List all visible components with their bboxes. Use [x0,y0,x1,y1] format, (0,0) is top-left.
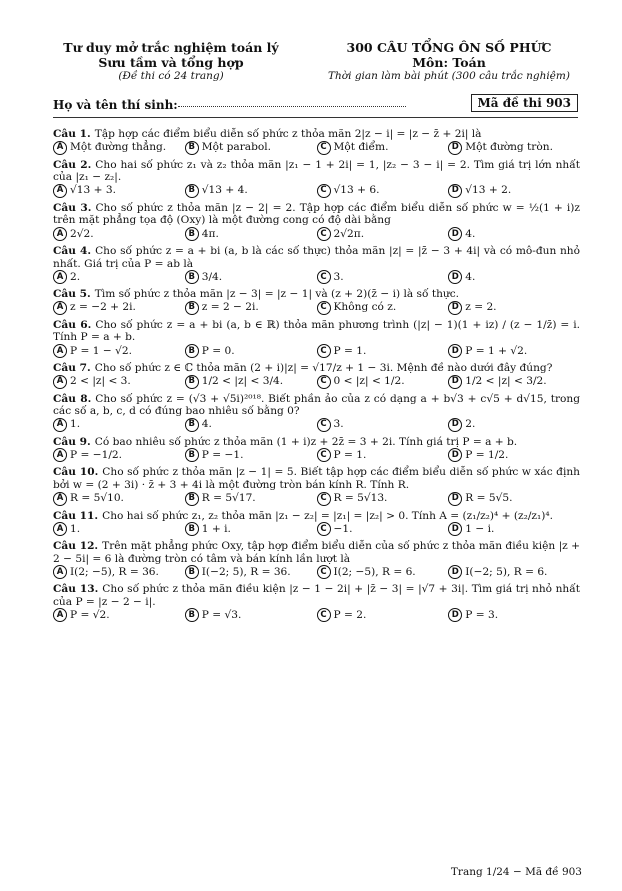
option-text: 1 − i. [465,522,495,535]
question-stem [53,540,580,565]
question-6 [53,319,580,358]
question-text: Cho số phức z thỏa mãn |z − 1| = 5. Biết tập hợp các điểm biểu diễn số phức w xác định bởi w = (2 + 3i) · z̄ + 3 + 4i là một đường tròn bán kính R. Tính R. [53,466,580,491]
answer-option-a[interactable] [53,344,185,358]
header-left [48,40,294,83]
question-number: Câu 11. [53,509,99,522]
header-time: Thời gian làm bài phút (300 câu trắc nghiệm) [328,70,570,82]
answer-option-d[interactable] [448,418,580,432]
option-text: z = −2 + 2i. [70,301,136,314]
option-text: R = 5√17. [201,492,256,505]
option-text: I(−2; 5), R = 6. [465,565,548,578]
answer-option-b[interactable] [185,418,317,432]
answer-option-d[interactable] [448,270,580,284]
answer-option-d[interactable] [448,344,580,358]
option-letter-circle[interactable]: C [317,375,331,389]
candidate-name-row [53,94,578,112]
option-text: Một đường thẳng. [70,141,167,154]
option-text: R = 5√10. [70,492,124,505]
question-stem [53,202,580,227]
option-letter-circle[interactable]: A [53,448,67,462]
question-10 [53,466,580,505]
option-letter-circle[interactable]: A [53,522,67,536]
option-letter-circle[interactable]: C [317,448,331,462]
option-text: 1. [70,522,81,535]
option-letter-circle[interactable]: C [317,141,331,155]
option-letter-circle[interactable]: C [317,184,331,198]
header-title-right: 300 CÂU TỔNG ÔN SỐ PHỨC [346,40,552,55]
option-text: z = 2 − 2i. [201,301,259,314]
question-11 [53,510,580,537]
header-subject: Môn: Toán [412,55,486,70]
answer-option-b[interactable] [185,448,317,462]
option-text: P = −1. [201,449,244,462]
option-letter-circle[interactable]: B [185,301,199,315]
option-letter-circle[interactable]: D [448,418,462,432]
answer-option-d[interactable] [448,301,580,315]
option-letter-circle[interactable]: A [53,565,67,579]
option-letter-circle[interactable]: C [317,565,331,579]
exam-code-box: Mã đề thi 903 [471,94,579,112]
option-text: 4. [465,227,476,240]
question-stem [53,393,580,418]
option-letter-circle[interactable]: B [185,270,199,284]
option-letter-circle[interactable]: C [317,344,331,358]
option-letter-circle[interactable]: B [185,227,199,241]
option-text: Không có z. [333,301,397,314]
option-letter-circle[interactable]: A [53,184,67,198]
question-text: Cho số phức z thỏa mãn điều kiện |z − 1 − 2i| + |z̄ − 3| = |√7 + 3i|. Tìm giá trị nhỏ nhất của P = |z − 2 − i|. [53,583,580,608]
option-letter-circle[interactable]: A [53,608,67,622]
answer-option-a[interactable] [53,301,185,315]
answer-option-a[interactable] [53,522,185,536]
answer-option-b[interactable] [185,270,317,284]
answer-option-c[interactable] [317,301,449,315]
option-text: √13 + 3. [70,184,116,197]
option-text: P = 3. [465,609,499,622]
option-letter-circle[interactable]: D [448,522,462,536]
option-text: P = √3. [201,609,242,622]
answer-options [53,184,580,198]
question-stem [53,510,580,523]
question-number: Câu 1. [53,128,91,140]
answer-option-d[interactable] [448,492,580,506]
option-text: 1 + i. [201,522,231,535]
answer-options [53,565,580,579]
option-letter-circle[interactable]: C [317,227,331,241]
option-text: 2√2. [70,227,94,240]
answer-option-d[interactable] [448,522,580,536]
question-number: Câu 8. [53,392,92,405]
option-text: −1. [333,522,353,535]
question-1 [53,128,580,155]
answer-options [53,141,580,155]
option-text: 1/2 < |z| < 3/4. [201,375,284,388]
question-stem [53,362,580,375]
question-text: Cho số phức z thỏa mãn |z − 2| = 2. Tập hợp các điểm biểu diễn số phức w = ½(1 + i)z trên mặt phẳng tọa độ (Oxy) là một đường cong có độ dài bằng [53,201,580,227]
option-text: 4. [465,270,476,283]
option-letter-circle[interactable]: A [53,418,67,432]
option-letter-circle[interactable]: A [53,344,67,358]
question-number: Câu 5. [53,288,91,301]
question-stem [53,245,580,270]
option-text: 2. [465,418,476,431]
answer-option-a[interactable] [53,141,185,155]
answer-option-c[interactable] [317,184,449,198]
question-stem [53,319,580,344]
answer-option-b[interactable] [185,608,317,622]
header-subtitle-left: Sưu tầm và tổng hợp [98,55,244,70]
question-text: Tìm số phức z thỏa mãn |z − 3| = |z − 1| và (z + 2)(z̄ − i) là số thực. [94,288,460,301]
question-number: Câu 4. [53,244,92,257]
option-letter-circle[interactable]: A [53,141,67,155]
option-letter-circle[interactable]: C [317,522,331,536]
answer-option-c[interactable] [317,227,449,241]
option-text: P = 1 + √2. [465,344,528,357]
option-letter-circle[interactable]: B [185,448,199,462]
answer-option-d[interactable] [448,227,580,241]
answer-option-c[interactable] [317,492,449,506]
option-letter-circle[interactable]: D [448,184,462,198]
option-letter-circle[interactable]: D [448,141,462,155]
option-text: 1. [70,418,81,431]
header-right [320,40,578,83]
answer-option-d[interactable] [448,141,580,155]
answer-option-c[interactable] [317,608,449,622]
option-text: P = 0. [201,344,235,357]
answer-options [53,418,580,432]
option-text: R = 5√5. [465,492,513,505]
option-text: I(−2; 5), R = 36. [201,565,291,578]
answer-option-c[interactable] [317,522,449,536]
option-letter-circle[interactable]: A [53,375,67,389]
option-text: Một parabol. [201,141,271,154]
answer-option-a[interactable] [53,492,185,506]
option-text: I(2; −5), R = 36. [70,565,159,578]
option-text: 0 < |z| < 1/2. [333,375,405,388]
option-text: z = 2. [465,301,497,314]
option-letter-circle[interactable]: C [317,418,331,432]
option-text: P = √2. [70,609,110,622]
answer-option-c[interactable] [317,418,449,432]
option-letter-circle[interactable]: B [185,375,199,389]
answer-option-c[interactable] [317,141,449,155]
answer-option-d[interactable] [448,448,580,462]
candidate-name-line [178,106,406,107]
option-text: Một điểm. [333,141,389,154]
answer-option-a[interactable] [53,227,185,241]
answer-option-b[interactable] [185,344,317,358]
answer-options [53,448,580,462]
option-text: P = −1/2. [70,449,123,462]
option-letter-circle[interactable]: C [317,270,331,284]
option-letter-circle[interactable]: D [448,375,462,389]
question-text: Cho số phức z = a + bi (a, b ∈ ℝ) thỏa mãn phương trình (|z| − 1)(1 + iz) / (z − 1/z̄) = i. Tính P = a + b. [53,318,581,344]
option-text: P = 1/2. [465,449,509,462]
option-text: P = 1 − √2. [70,344,132,357]
answer-option-c[interactable] [317,344,449,358]
option-letter-circle[interactable]: D [448,565,462,579]
option-letter-circle[interactable]: D [448,227,462,241]
question-stem [53,159,580,184]
question-stem [53,436,580,449]
question-text: Trên mặt phẳng phức Oxy, tập hợp điểm biểu diễn của số phức z thỏa mãn điều kiện |z + 2 − 5i| = 6 là đường tròn có tâm và bán kính lần lượt là [53,540,580,565]
answer-options [53,301,580,315]
question-2 [53,159,580,198]
option-letter-circle[interactable]: D [448,344,462,358]
option-text: Một đường tròn. [465,141,553,154]
question-number: Câu 7. [53,361,91,374]
question-text: Tập hợp các điểm biểu diễn số phức z thỏa mãn 2|z − i| = |z − z̄ + 2i| là [94,128,482,140]
option-letter-circle[interactable]: A [53,492,67,506]
header-title-left: Tư duy mở trắc nghiệm toán lý [63,40,279,55]
answer-options [53,227,580,241]
option-letter-circle[interactable]: A [53,301,67,315]
question-9 [53,436,580,463]
question-number: Câu 12. [53,540,99,553]
option-letter-circle[interactable]: C [317,301,331,315]
question-stem [53,128,580,141]
question-text: Cho số phức z = a + bi (a, b là các số thực) thỏa mãn |z| = |z̄ − 3 + 4i| và có mô-đun nhỏ nhất. Giá trị của P = ab là [53,244,580,270]
option-letter-circle[interactable]: D [448,270,462,284]
header-page-count: (Đề thi có 24 trang) [118,70,224,82]
question-number: Câu 3. [53,201,92,214]
option-letter-circle[interactable]: B [185,184,199,198]
option-letter-circle[interactable]: D [448,448,462,462]
option-text: 1/2 < |z| < 3/2. [465,375,547,388]
answer-option-a[interactable] [53,375,185,389]
option-text: I(2; −5), R = 6. [333,565,416,578]
question-stem [53,288,580,301]
answer-option-c[interactable] [317,375,449,389]
answer-option-a[interactable] [53,565,185,579]
header-divider [53,117,578,118]
question-text: Cho số phức z ∈ ℂ thỏa mãn (2 + i)|z| = √17/z + 1 − 3i. Mệnh đề nào dưới đây đúng? [94,361,553,374]
option-letter-circle[interactable]: B [185,141,199,155]
question-stem [53,583,580,608]
answer-option-b[interactable] [185,375,317,389]
option-text: 3. [333,270,344,283]
answer-option-b[interactable] [185,301,317,315]
answer-option-d[interactable] [448,565,580,579]
answer-option-a[interactable] [53,184,185,198]
option-letter-circle[interactable]: C [317,492,331,506]
answer-option-a[interactable] [53,608,185,622]
answer-option-d[interactable] [448,608,580,622]
question-3 [53,202,580,241]
answer-option-b[interactable] [185,227,317,241]
answer-options [53,344,580,358]
option-text: P = 2. [333,609,367,622]
answer-option-b[interactable] [185,492,317,506]
option-letter-circle[interactable]: B [185,418,199,432]
option-text: 2√2π. [333,227,365,240]
question-8 [53,393,580,432]
option-text: √13 + 2. [465,184,512,197]
answer-option-a[interactable] [53,270,185,284]
answer-option-c[interactable] [317,565,449,579]
question-number: Câu 13. [53,583,99,596]
option-text: R = 5√13. [333,492,388,505]
answer-options [53,608,580,622]
question-number: Câu 9. [53,435,91,448]
question-7 [53,362,580,389]
answer-options [53,270,580,284]
option-text: 4. [201,418,212,431]
answer-option-d[interactable] [448,375,580,389]
answer-options [53,375,580,389]
question-text: Có bao nhiêu số phức z thỏa mãn (1 + i)z + 2z̄ = 3 + 2i. Tính giá trị P = a + b. [94,435,518,448]
answer-option-c[interactable] [317,448,449,462]
answer-option-c[interactable] [317,270,449,284]
answer-option-a[interactable] [53,448,185,462]
question-number: Câu 2. [53,158,92,171]
option-letter-circle[interactable]: D [448,608,462,622]
question-number: Câu 10. [53,466,99,479]
option-letter-circle[interactable]: B [185,608,199,622]
answer-option-d[interactable] [448,184,580,198]
question-4 [53,245,580,284]
option-letter-circle[interactable]: B [185,492,199,506]
option-text: P = 1. [333,449,367,462]
option-text: √13 + 4. [201,184,248,197]
page-footer: Trang 1/24 − Mã đề 903 [450,866,582,878]
answer-options [53,492,580,506]
option-letter-circle[interactable]: A [53,227,67,241]
question-text: Cho số phức z = (√3 + √5i)²⁰¹⁸. Biết phần ảo của z có dạng a + b√3 + c√5 + d√15, trong các số a, b, c, d có đúng bao nhiêu số bằng 0? [53,392,581,418]
answer-option-b[interactable] [185,565,317,579]
option-text: 2. [70,270,81,283]
option-letter-circle[interactable]: D [448,301,462,315]
question-number: Câu 6. [53,318,92,331]
answer-option-b[interactable] [185,522,317,536]
option-letter-circle[interactable]: B [185,344,199,358]
option-text: 3. [333,418,344,431]
option-text: 3/4. [201,270,223,283]
question-text: Cho hai số phức z₁ và z₂ thỏa mãn |z₁ − 1 + 2i| = 1, |z₂ − 3 − i| = 2. Tìm giá trị lớn nhất của |z₁ − z₂|. [53,158,581,184]
option-text: √13 + 6. [333,184,380,197]
option-text: P = 1. [333,344,367,357]
option-letter-circle[interactable]: D [448,492,462,506]
answer-option-b[interactable] [185,184,317,198]
question-5 [53,288,580,315]
option-letter-circle[interactable]: B [185,565,199,579]
question-12 [53,540,580,579]
option-letter-circle[interactable]: B [185,522,199,536]
option-letter-circle[interactable]: C [317,608,331,622]
candidate-name-label: Họ và tên thí sinh: [53,98,178,112]
option-text: 4π. [201,227,219,240]
option-text: 2 < |z| < 3. [70,375,131,388]
option-letter-circle[interactable]: A [53,270,67,284]
question-text: Cho hai số phức z₁, z₂ thỏa mãn |z₁ − z₂| = |z₁| = |z₂| > 0. Tính A = (z₁/z₂)⁴ + (z₂/z₁)⁴. [102,509,553,522]
answer-option-b[interactable] [185,141,317,155]
question-stem [53,466,580,491]
question-13 [53,583,580,622]
question-list [53,128,580,626]
answer-option-a[interactable] [53,418,185,432]
answer-options [53,522,580,536]
